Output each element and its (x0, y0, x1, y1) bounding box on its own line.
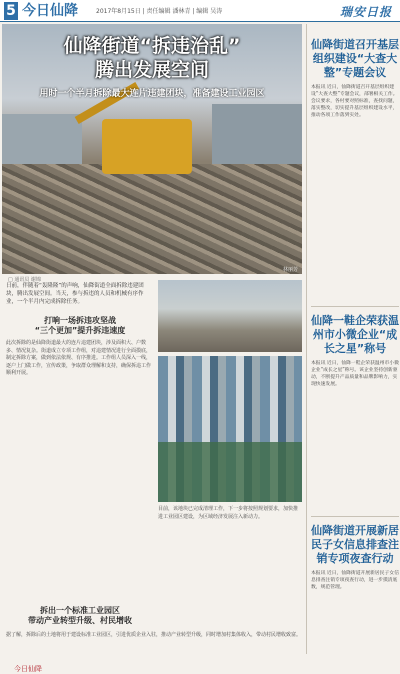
headline (2, 34, 302, 82)
building-shape (212, 104, 302, 164)
side-story-2-body: 本报讯 近日，仙降一鞋企荣获温州市小微企业“成长之星”称号。该企业坚持创新驱动，不断提升产品质量和品牌影响力，实现快速发展。 (311, 361, 399, 387)
hero-photo (2, 24, 302, 274)
main-story (2, 24, 302, 673)
side-story-1-title: 仙降街道召开基层组织建设“大查大整”专题会议 (311, 38, 399, 79)
side-story-1-body: 本报讯 近日，仙降街道召开基层组织建设“大查大整”专题会议，部署相关工作。会议要求，各村要对照标准，查找问题，落实整改，切实提升基层组织建设水平，推动各项工作落到实处。 (311, 85, 398, 118)
section-heading-2-line1: 拆出一个标准工业园区 (40, 606, 120, 615)
divider (311, 306, 399, 307)
body-text-right: 目前，该地块已完成清理工作，下一步将按照规划要求，加快推进工业园区建设，为区域经济发展注入新动力。 (158, 506, 299, 520)
body-text-bottom: 据了解，拆除后的土地将用于建设标准工业园区，引进优质企业入驻，推动产业转型升级，同时增加村集体收入，带动村民增收致富。 (6, 632, 302, 638)
side-story-2 (311, 314, 399, 388)
headline-line1: 仙降街道“拆违治乱” (63, 35, 241, 57)
section-heading-1-line1: 打响一场拆违攻坚战 (44, 316, 116, 325)
subheadline: 用时一个半月拆除最大连片违建团块，准备建设工业园区 (39, 89, 265, 99)
section-heading-1 (6, 316, 154, 336)
side-story-1 (311, 38, 399, 119)
photo-credit: □ 通讯员 谢锦 (8, 277, 41, 283)
newspaper-logo: 瑞安日报 (339, 5, 392, 19)
side-story-2-title: 仙降一鞋企荣获温州市小微企业“成长之星”称号 (311, 314, 399, 355)
body-text-1: 此次拆除的是仙降街道最大的连片违建团块，涉及面积大、户数多、情况复杂。街道成立专项工作组，对违建情况进行全面摸底，制定拆除方案，做到依法依规、有序推进。工作组人员深入一线，逐户上门做工作，宣传政策，争取群众理解和支持，确保拆违工作顺利开展。 (6, 340, 152, 376)
building-shape (2, 114, 82, 164)
aerial-photo-ground (158, 442, 302, 502)
issue-meta: 2017年8月15日 | 责任编辑 潘林青 | 编辑 吴涛 (96, 8, 223, 15)
section-heading-1-line2: “三个更加”提升拆违速度 (34, 326, 126, 335)
footer-brand: 今日仙降 (14, 665, 42, 673)
side-story-3-title: 仙降街道开展新居民子女信息排查注销专项夜查行动 (311, 524, 399, 565)
demolition-photo (158, 280, 302, 352)
headline-line2: 腾出发展空间 (94, 59, 209, 81)
section-heading-2-line2: 带动产业转型升级、村民增收 (28, 616, 132, 625)
photo-source: 林丽芳 (282, 267, 298, 273)
sidebar-news (306, 24, 398, 654)
aerial-photo (158, 356, 302, 502)
lead-paragraph: 日前，伴随着“轰隆隆”的声响，仙降街道全面拆除违建团块，腾出发展空间。当天，参与拆违的人员和机械有序作业，一个半月内完成拆除任务。 (6, 283, 144, 305)
divider (311, 516, 399, 517)
rubble-area (2, 164, 302, 274)
section-heading-2 (6, 606, 154, 626)
side-story-3 (311, 524, 399, 591)
page-header (0, 0, 400, 22)
excavator (102, 119, 192, 174)
side-story-3-body: 本报讯 近日，仙降街道开展新居民子女信息排查注销专项夜查行动，进一步摸清底数，规范管理。 (311, 571, 399, 590)
section-title: 今日仙降 (22, 3, 78, 19)
page-number: 5 (4, 2, 18, 20)
